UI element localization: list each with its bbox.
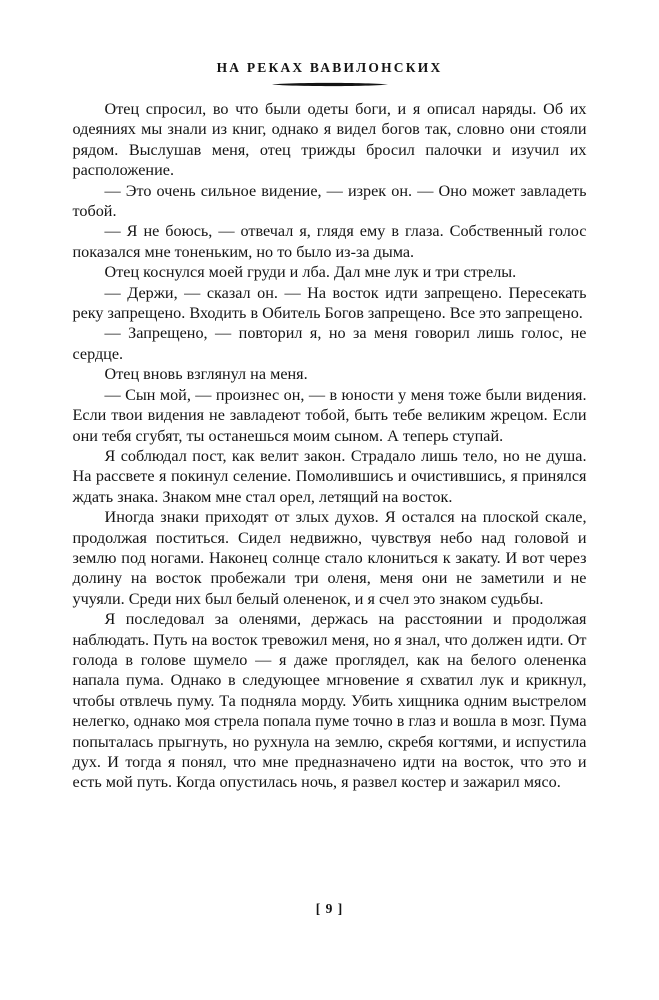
paragraph-5: — Держи, — сказал он. — На восток идти запрещено. Пересекать реку запрещено. Входить в Обитель Богов запрещено. Все это запрещено. bbox=[72, 283, 587, 323]
body-text bbox=[73, 99, 587, 793]
paragraph-6: — Запрещено, — повторил я, но за меня говорил лишь голос, не сердце. bbox=[72, 324, 587, 363]
tapered-rule-icon bbox=[272, 82, 388, 87]
paragraph-2: — Это очень сильное видение, — изрек он. — Оно может завладеть тобой. bbox=[72, 181, 587, 221]
header-ornament-rule bbox=[0, 82, 659, 87]
page-number: [ 9 ] bbox=[315, 901, 344, 916]
paragraph-9: Я соблюдал пост, как велит закон. Страдало лишь тело, но не душа. На рассвете я покинул селение. Помолившись и очистившись, я принялся ждать знака. Знаком мне стал орел, летящий на восток. bbox=[72, 446, 587, 506]
paragraph-8: — Сын мой, — произнес он, — в юности у меня тоже были видения. Если твои видения не завладеют тобой, быть тебе великим жрецом. Если они тебя сгубят, ты останешься моим сыном. А теперь ступай. bbox=[72, 385, 587, 445]
running-header: НА РЕКАХ ВАВИЛОНСКИХ bbox=[216, 60, 443, 75]
paragraph-11: Я последовал за оленями, держась на расстоянии и продолжая наблюдать. Путь на восток тревожил меня, но я знал, что должен идти. От голода в голове шумело — я даже проглядел, как на белого олененка напала пума. Однако в следующее мгновение я схватил лук и крикнул, чтобы отвлечь пуму. Та подняла морду. Убить хищника одним выстрелом нелегко, однако моя стрела попала пуме точно в глаз и вошла в мозг. Пума попыталась прыгнуть, но рухнула на землю, скребя когтями, и испустила дух. И тогда я понял, что мне предназначено идти на восток, что это и есть мой путь. Когда опустилась ночь, я развел костер и зажарил мясо. bbox=[72, 610, 587, 792]
paragraph-4: Отец коснулся моей груди и лба. Дал мне лук и три стрелы. bbox=[104, 263, 517, 282]
paragraph-10: Иногда знаки приходят от злых духов. Я остался на плоской скале, продолжая поститься. Сидел недвижно, чувствуя небо над головой и землю под ногами. Наконец солнце стало клониться к закату. И вот через долину на восток пробежали три оленя, меня они не заметили и не учуяли. Среди них был белый олененок, и я счел это знаком судьбы. bbox=[72, 508, 587, 608]
paragraph-3: — Я не боюсь, — отвечал я, глядя ему в глаза. Собственный голос показался мне тоненьким, но то было из-за дыма. bbox=[72, 222, 587, 261]
paragraph-1: Отец спросил, во что были одеты боги, и я описал наряды. Об их одеяниях мы знали из книг, однако я видел богов так, словно они стояли рядом. Выслушав меня, отец трижды бросил палочки и изучил их расположение. bbox=[72, 100, 587, 180]
paragraph-7: Отец вновь взглянул на меня. bbox=[104, 365, 308, 384]
